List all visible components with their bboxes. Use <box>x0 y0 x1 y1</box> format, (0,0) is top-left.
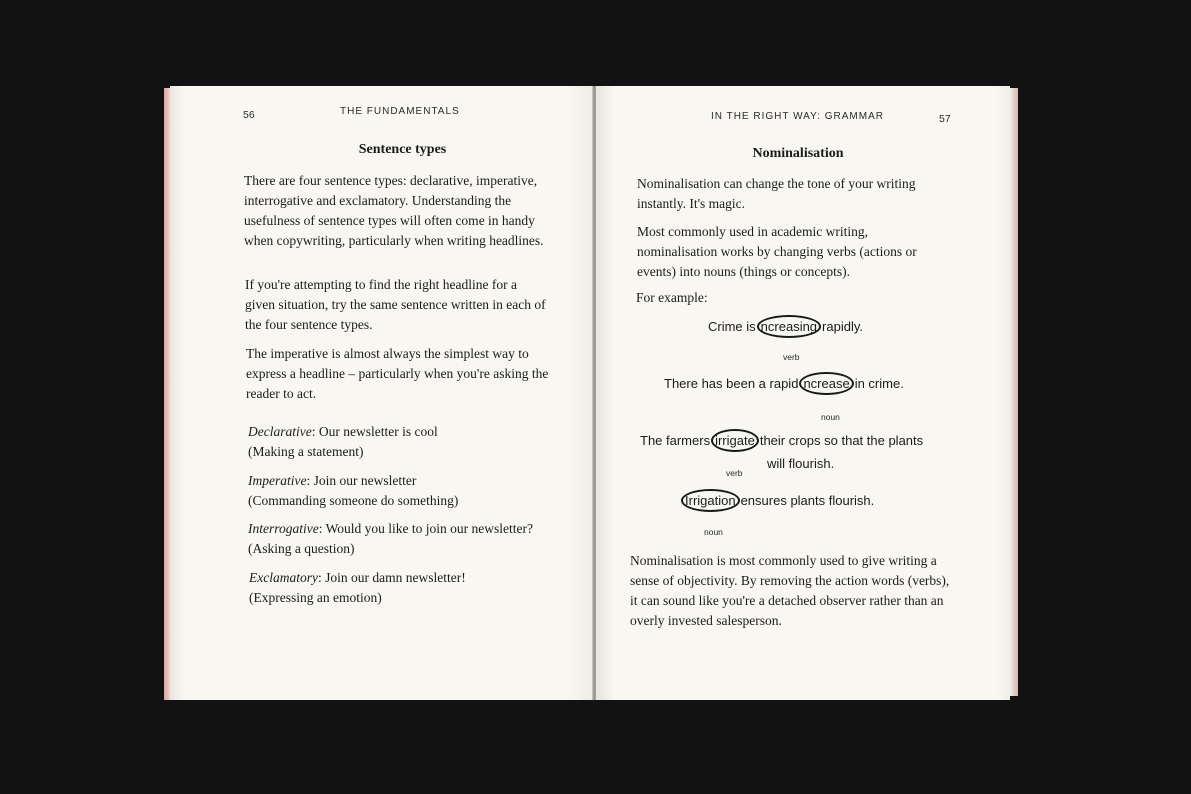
example-after: in crime. <box>854 376 904 391</box>
example-interrogative <box>248 519 533 559</box>
example-note: (Expressing an emotion) <box>249 590 382 605</box>
circled-word: irrigate <box>711 429 759 452</box>
paragraph-intro: There are four sentence types: declarative, imperative, interrogative and exclamatory. Understanding the usefulness of sentence types will often come in handy when copywriting, particularly when writing headlines. <box>244 173 544 248</box>
circled-word: ncrease <box>799 372 853 395</box>
nominal-example-3 <box>640 429 923 452</box>
example-before: The farmers <box>640 433 711 448</box>
paragraph-closing: Nominalisation is most commonly used to give writing a sense of objectivity. By removing the action words (verbs), it can sound like you're a detached observer rather than an overly invested salesperson. <box>630 553 950 628</box>
example-note: (Making a statement) <box>248 444 364 459</box>
example-before: Crime is <box>708 319 756 334</box>
example-type: Declarative <box>248 424 312 439</box>
paragraph-for-example: For example: <box>636 290 708 305</box>
example-note: (Asking a question) <box>248 541 355 556</box>
section-heading-right: Nominalisation <box>752 146 844 161</box>
left-page <box>170 86 595 700</box>
word-class-label: noun <box>704 527 723 537</box>
nominal-example-2 <box>664 372 904 395</box>
circled-word: ncreasing <box>757 315 821 338</box>
example-after: their crops so that the plants <box>759 433 924 448</box>
example-sentence: : Join our damn newsletter! <box>317 570 466 585</box>
example-type: Imperative <box>248 473 307 488</box>
example-type: Exclamatory <box>249 570 318 585</box>
example-note: (Commanding someone do something) <box>248 493 459 508</box>
example-exclamatory <box>249 568 466 608</box>
example-declarative <box>248 422 438 462</box>
example-sentence: : Would you like to join our newsletter? <box>318 521 533 536</box>
word-class-label: verb <box>783 352 800 362</box>
example-imperative <box>248 471 458 511</box>
page-number-right: 57 <box>939 113 951 125</box>
circled-word: Irrigation <box>681 489 740 512</box>
example-line-2: will flourish. <box>767 456 835 471</box>
word-class-label: verb <box>726 468 743 478</box>
nominal-example-1 <box>708 315 863 338</box>
running-head-left: THE FUNDAMENTALS <box>340 106 460 117</box>
open-book <box>164 86 1018 700</box>
page-edge-right <box>1010 88 1018 696</box>
page-number-left: 56 <box>243 109 255 121</box>
word-class-label: noun <box>821 412 840 422</box>
nominal-example-4 <box>680 489 874 512</box>
running-head-right: IN THE RIGHT WAY: GRAMMAR <box>711 111 884 122</box>
paragraph-nominalisation-definition: Most commonly used in academic writing, nominalisation works by changing verbs (actions or events) into nouns (things or concepts). <box>637 224 917 279</box>
right-page <box>596 86 1010 700</box>
example-type: Interrogative <box>248 521 319 536</box>
paragraph-nominalisation-intro: Nominalisation can change the tone of your writing instantly. It's magic. <box>637 176 916 211</box>
example-after: rapidly. <box>822 319 863 334</box>
example-after: ensures plants flourish. <box>740 493 875 508</box>
paragraph-imperative: The imperative is almost always the simplest way to express a headline – particularly when you're asking the reader to act. <box>246 346 549 401</box>
example-before: There has been a rapid <box>664 376 799 391</box>
section-heading-left: Sentence types <box>358 142 447 157</box>
example-sentence: : Our newsletter is cool <box>311 424 438 439</box>
example-sentence: : Join our newsletter <box>306 473 417 488</box>
paragraph-headline: If you're attempting to find the right headline for a given situation, try the same sentence written in each of the four sentence types. <box>245 277 546 332</box>
